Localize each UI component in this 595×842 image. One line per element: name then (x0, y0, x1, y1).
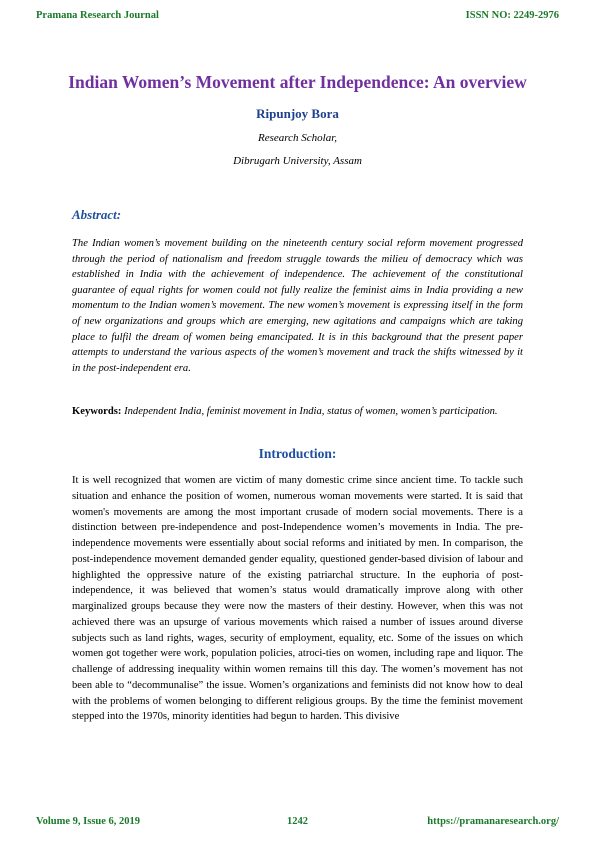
journal-url[interactable]: https://pramanaresearch.org/ (427, 816, 559, 827)
abstract-text: The Indian women’s movement building on the nineteenth century social reform movement progressed through the period of nationalism and freedom struggle towards the milieu of democracy which was established in India with the achievement of independence. The achievement of the constitutional guarantee of equal rights for women could not fully realize the feminist aims in India providing a new momentum to the Indian women’s movement. The new women’s movement is expressing itself in the form of new organizations and groups which are emerging, new agitations and campaigns which are taking place to fulfil the dream of women being emancipated. It is in this background that the present paper attempts to understand the various aspects of the women’s movement and track the shifts witnessed by it in the post-independent era. (72, 238, 523, 374)
keywords-text: Independent India, feminist movement in India, status of women, women’s participation. (121, 406, 498, 417)
author-name: Ripunjoy Bora (256, 106, 339, 121)
abstract-heading: Abstract: (72, 207, 122, 222)
affiliation-institution: Dibrugarh University, Assam (233, 155, 362, 167)
introduction-text: It is well recognized that women are victim of many domestic crime since ancient time. To tackle such situation and enhance the position of women, numerous woman movements were started. It is said that women's movements are among the most important crusade of modern social movements. There is a distinction between pre-independence and post-Independence women’s movements in India. The pre-independence movements were essentially about social reforms and initiated by men. In comparison, the post-independence movement demanded gender equality, questioned gender-based division of labour and highlighted the oppressive nature of the existing patriarchal structure. In the euphoria of post-independence, it was believed that women’s status would dramatically improve along with other marginalized groups because they were now the masters of their destiny. However, when this was not achieved there was an upsurge of various movements which raised a number of issues around diverse subjects such as land rights, wages, security of employment, equality, etc. Some of the issues on which women got together were work, population policies, atroci-ties on women, including rape and liquor. The challenge of addressing inequality within women remains till this day. The women’s movement has not been able to “decommunalise” the issue. Women’s organizations and feminists did not know how to deal with the problems of women belonging to different religious groups. By the time the feminist movement stepped into the 1970s, minority identities had begun to harden. This divisive (72, 475, 523, 723)
paper-title: Indian Women’s Movement after Independence: An overview (68, 72, 527, 92)
keywords-label: Keywords: (72, 406, 122, 417)
affiliation-role: Research Scholar, (257, 132, 338, 144)
keywords-paragraph (72, 404, 523, 420)
issn-number: ISSN NO: 2249-2976 (465, 10, 559, 21)
introduction-heading: Introduction: (258, 446, 337, 461)
volume-issue: Volume 9, Issue 6, 2019 (36, 816, 141, 827)
page-number: 1242 (287, 816, 308, 827)
journal-name: Pramana Research Journal (36, 10, 159, 21)
